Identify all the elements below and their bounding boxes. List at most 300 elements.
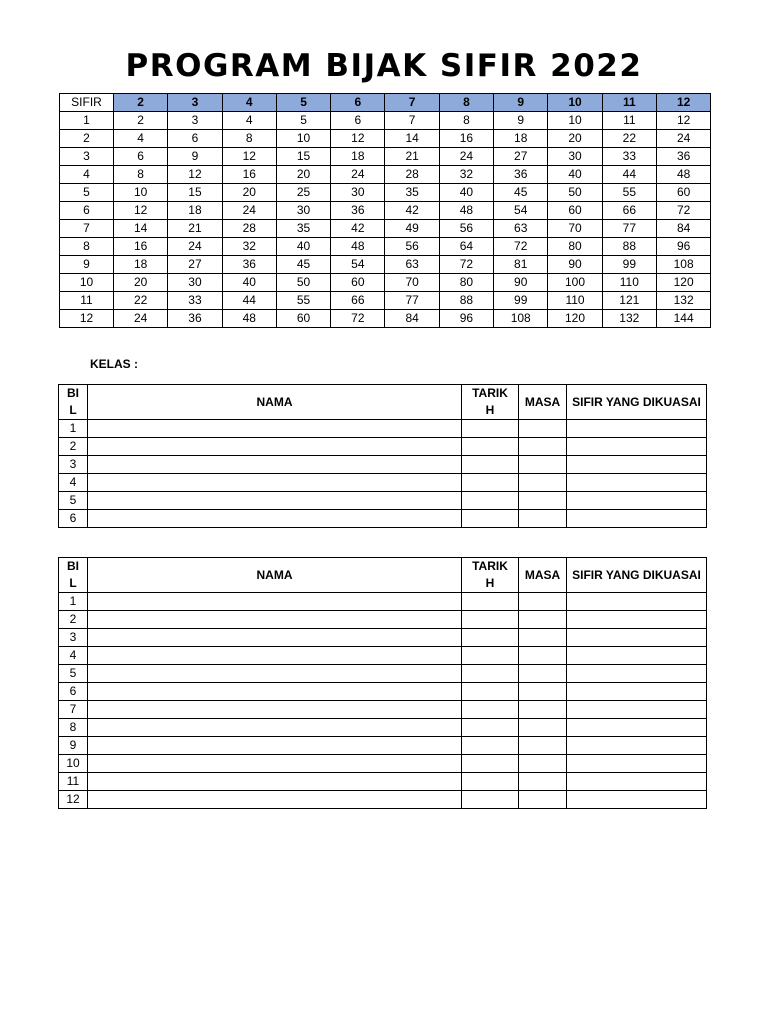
sifir-cell: 24: [331, 166, 385, 184]
sifir-cell: 35: [276, 220, 330, 238]
kelas-label: KELAS :: [90, 357, 138, 371]
masa-cell[interactable]: [519, 420, 567, 438]
multiplication-table: [59, 93, 711, 328]
sifir-cell: 24: [168, 238, 222, 256]
sifir-cell: 15: [276, 148, 330, 166]
sifir-row: [60, 310, 711, 328]
tarikh-cell[interactable]: [462, 719, 519, 737]
sifir-cell: 64: [439, 238, 493, 256]
masa-cell[interactable]: [519, 773, 567, 791]
sifir-cell: 21: [385, 148, 439, 166]
nama-cell[interactable]: [88, 420, 462, 438]
sifir-cell: 12: [114, 202, 168, 220]
nama-cell[interactable]: [88, 593, 462, 611]
register-row: [59, 791, 707, 809]
tarikh-cell[interactable]: [462, 629, 519, 647]
sifir-header-cell: 11: [602, 94, 656, 112]
register-header-row: [59, 558, 707, 593]
sifir-cell: 60: [276, 310, 330, 328]
sifir-cell: 4: [60, 166, 114, 184]
sifir-cell: 48: [439, 202, 493, 220]
sifir-dikuasai-cell[interactable]: [567, 665, 707, 683]
sifir-cell: 4: [222, 112, 276, 130]
sifir-cell: 45: [276, 256, 330, 274]
sifir-dikuasai-cell[interactable]: [567, 737, 707, 755]
bil-cell: 1: [59, 593, 88, 611]
sifir-cell: 96: [439, 310, 493, 328]
masa-cell[interactable]: [519, 629, 567, 647]
sifir-cell: 11: [60, 292, 114, 310]
sifir-dikuasai-cell[interactable]: [567, 611, 707, 629]
sifir-cell: 35: [385, 184, 439, 202]
bil-cell: 1: [59, 420, 88, 438]
sifir-cell: 18: [114, 256, 168, 274]
register-row: [59, 420, 707, 438]
sifir-cell: 27: [168, 256, 222, 274]
sifir-header-cell: 6: [331, 94, 385, 112]
sifir-cell: 18: [168, 202, 222, 220]
sifir-cell: 32: [222, 238, 276, 256]
sifir-cell: 33: [168, 292, 222, 310]
sifir-cell: 60: [331, 274, 385, 292]
sifir-cell: 24: [114, 310, 168, 328]
bil-cell: 4: [59, 647, 88, 665]
sifir-dikuasai-cell[interactable]: [567, 593, 707, 611]
sifir-cell: 100: [548, 274, 602, 292]
sifir-cell: 12: [222, 148, 276, 166]
sifir-cell: 72: [331, 310, 385, 328]
sifir-cell: 88: [602, 238, 656, 256]
register-row: [59, 719, 707, 737]
sifir-dikuasai-cell[interactable]: [567, 683, 707, 701]
tarikh-cell[interactable]: [462, 737, 519, 755]
nama-header: NAMA: [88, 558, 462, 593]
sifir-cell: 2: [60, 130, 114, 148]
sifir-cell: 12: [168, 166, 222, 184]
sifir-cell: 28: [222, 220, 276, 238]
sifir-header-cell: 3: [168, 94, 222, 112]
masa-cell[interactable]: [519, 492, 567, 510]
sifir-cell: 30: [168, 274, 222, 292]
sifir-corner-label: SIFIR: [60, 94, 114, 112]
sifir-cell: 36: [331, 202, 385, 220]
sifir-cell: 5: [276, 112, 330, 130]
register-table-2: [58, 557, 707, 809]
sifir-cell: 24: [439, 148, 493, 166]
masa-header: MASA: [519, 558, 567, 593]
bil-cell: 5: [59, 492, 88, 510]
sifir-cell: 22: [114, 292, 168, 310]
sifir-cell: 40: [439, 184, 493, 202]
sifir-header-cell: 4: [222, 94, 276, 112]
tarikh-cell[interactable]: [462, 456, 519, 474]
tarikh-cell[interactable]: [462, 611, 519, 629]
sifir-row: [60, 256, 711, 274]
sifir-cell: 42: [331, 220, 385, 238]
tarikh-cell[interactable]: [462, 492, 519, 510]
sifir-cell: 81: [494, 256, 548, 274]
sifir-cell: 12: [331, 130, 385, 148]
sifir-cell: 2: [114, 112, 168, 130]
nama-cell[interactable]: [88, 492, 462, 510]
sifir-cell: 48: [656, 166, 710, 184]
tarikh-cell[interactable]: [462, 683, 519, 701]
sifir-dikuasai-cell[interactable]: [567, 791, 707, 809]
sifir-dikuasai-cell[interactable]: [567, 701, 707, 719]
nama-cell[interactable]: [88, 510, 462, 528]
sifir-cell: 18: [494, 130, 548, 148]
sifir-cell: 54: [331, 256, 385, 274]
sifir-cell: 16: [222, 166, 276, 184]
sifir-cell: 15: [168, 184, 222, 202]
masa-cell[interactable]: [519, 701, 567, 719]
tarikh-cell[interactable]: [462, 438, 519, 456]
sifir-cell: 48: [222, 310, 276, 328]
bil-cell: 3: [59, 629, 88, 647]
tarikh-header-line1: TARIK: [472, 559, 508, 573]
sifir-dikuasai-header: SIFIR YANG DIKUASAI: [567, 385, 707, 420]
nama-cell[interactable]: [88, 701, 462, 719]
sifir-cell: 20: [548, 130, 602, 148]
nama-cell[interactable]: [88, 629, 462, 647]
sifir-header-cell: 10: [548, 94, 602, 112]
sifir-header-cell: 12: [656, 94, 710, 112]
sifir-cell: 70: [385, 274, 439, 292]
sifir-cell: 8: [60, 238, 114, 256]
sifir-cell: 84: [385, 310, 439, 328]
bil-cell: 9: [59, 737, 88, 755]
register-row: [59, 647, 707, 665]
register-row: [59, 438, 707, 456]
sifir-cell: 77: [602, 220, 656, 238]
nama-cell[interactable]: [88, 791, 462, 809]
bil-header-line2: L: [69, 403, 77, 417]
sifir-dikuasai-cell[interactable]: [567, 629, 707, 647]
sifir-cell: 132: [656, 292, 710, 310]
sifir-cell: 9: [494, 112, 548, 130]
register-table-1: [58, 384, 707, 528]
sifir-cell: 108: [494, 310, 548, 328]
sifir-cell: 56: [439, 220, 493, 238]
sifir-row: [60, 112, 711, 130]
sifir-header-cell: 7: [385, 94, 439, 112]
sifir-cell: 24: [222, 202, 276, 220]
sifir-cell: 10: [276, 130, 330, 148]
sifir-cell: 40: [548, 166, 602, 184]
sifir-cell: 99: [494, 292, 548, 310]
sifir-cell: 1: [60, 112, 114, 130]
sifir-cell: 36: [656, 148, 710, 166]
bil-cell: 12: [59, 791, 88, 809]
tarikh-cell[interactable]: [462, 647, 519, 665]
nama-cell[interactable]: [88, 611, 462, 629]
sifir-cell: 25: [276, 184, 330, 202]
nama-cell[interactable]: [88, 773, 462, 791]
sifir-cell: 99: [602, 256, 656, 274]
sifir-cell: 33: [602, 148, 656, 166]
bil-cell: 6: [59, 683, 88, 701]
sifir-dikuasai-header: SIFIR YANG DIKUASAI: [567, 558, 707, 593]
tarikh-cell[interactable]: [462, 593, 519, 611]
sifir-cell: 72: [494, 238, 548, 256]
nama-cell[interactable]: [88, 755, 462, 773]
masa-cell[interactable]: [519, 719, 567, 737]
sifir-row: [60, 130, 711, 148]
sifir-cell: 110: [602, 274, 656, 292]
sifir-cell: 16: [114, 238, 168, 256]
sifir-cell: 90: [494, 274, 548, 292]
sifir-cell: 28: [385, 166, 439, 184]
sifir-cell: 96: [656, 238, 710, 256]
bil-header-line1: BI: [67, 386, 79, 400]
sifir-cell: 10: [60, 274, 114, 292]
sifir-cell: 56: [385, 238, 439, 256]
sifir-cell: 3: [60, 148, 114, 166]
nama-cell[interactable]: [88, 474, 462, 492]
sifir-cell: 10: [114, 184, 168, 202]
register-row: [59, 629, 707, 647]
sifir-cell: 30: [548, 148, 602, 166]
bil-cell: 3: [59, 456, 88, 474]
tarikh-header-line2: H: [485, 576, 495, 590]
register-row: [59, 492, 707, 510]
sifir-row: [60, 220, 711, 238]
sifir-cell: 48: [331, 238, 385, 256]
sifir-row: [60, 166, 711, 184]
sifir-cell: 55: [602, 184, 656, 202]
masa-cell[interactable]: [519, 510, 567, 528]
tarikh-header-line2: H: [485, 403, 495, 417]
sifir-cell: 12: [60, 310, 114, 328]
masa-cell[interactable]: [519, 474, 567, 492]
sifir-dikuasai-cell[interactable]: [567, 719, 707, 737]
sifir-cell: 8: [439, 112, 493, 130]
bil-cell: 6: [59, 510, 88, 528]
nama-header: NAMA: [88, 385, 462, 420]
masa-cell[interactable]: [519, 438, 567, 456]
sifir-cell: 7: [385, 112, 439, 130]
sifir-cell: 24: [656, 130, 710, 148]
sifir-cell: 72: [439, 256, 493, 274]
sifir-row: [60, 184, 711, 202]
nama-cell[interactable]: [88, 683, 462, 701]
masa-cell[interactable]: [519, 647, 567, 665]
register-row: [59, 773, 707, 791]
sifir-cell: 8: [114, 166, 168, 184]
tarikh-cell[interactable]: [462, 773, 519, 791]
sifir-cell: 50: [276, 274, 330, 292]
sifir-cell: 12: [656, 112, 710, 130]
tarikh-cell[interactable]: [462, 791, 519, 809]
sifir-cell: 20: [276, 166, 330, 184]
masa-cell[interactable]: [519, 755, 567, 773]
sifir-cell: 40: [276, 238, 330, 256]
register-row: [59, 701, 707, 719]
sifir-cell: 21: [168, 220, 222, 238]
sifir-cell: 30: [331, 184, 385, 202]
sifir-dikuasai-cell[interactable]: [567, 438, 707, 456]
sifir-cell: 63: [494, 220, 548, 238]
sifir-cell: 121: [602, 292, 656, 310]
register-header-row: [59, 385, 707, 420]
sifir-header-row: [60, 94, 711, 112]
sifir-cell: 80: [548, 238, 602, 256]
sifir-dikuasai-cell[interactable]: [567, 420, 707, 438]
sifir-cell: 18: [331, 148, 385, 166]
bil-cell: 10: [59, 755, 88, 773]
sifir-dikuasai-cell[interactable]: [567, 474, 707, 492]
sifir-cell: 66: [602, 202, 656, 220]
sifir-cell: 80: [439, 274, 493, 292]
register-row: [59, 665, 707, 683]
sifir-header-cell: 8: [439, 94, 493, 112]
sifir-cell: 90: [548, 256, 602, 274]
nama-cell[interactable]: [88, 647, 462, 665]
sifir-cell: 7: [60, 220, 114, 238]
sifir-cell: 20: [222, 184, 276, 202]
register-row: [59, 474, 707, 492]
tarikh-cell[interactable]: [462, 510, 519, 528]
sifir-dikuasai-cell[interactable]: [567, 773, 707, 791]
sifir-dikuasai-cell[interactable]: [567, 647, 707, 665]
sifir-cell: 44: [222, 292, 276, 310]
sifir-dikuasai-cell[interactable]: [567, 492, 707, 510]
tarikh-cell[interactable]: [462, 420, 519, 438]
sifir-cell: 45: [494, 184, 548, 202]
bil-cell: 8: [59, 719, 88, 737]
tarikh-header: [462, 385, 519, 420]
sifir-cell: 22: [602, 130, 656, 148]
bil-cell: 11: [59, 773, 88, 791]
sifir-cell: 60: [548, 202, 602, 220]
sifir-cell: 63: [385, 256, 439, 274]
sifir-cell: 66: [331, 292, 385, 310]
bil-header-line1: BI: [67, 559, 79, 573]
sifir-row: [60, 202, 711, 220]
bil-cell: 4: [59, 474, 88, 492]
sifir-cell: 54: [494, 202, 548, 220]
sifir-header-cell: 5: [276, 94, 330, 112]
sifir-cell: 4: [114, 130, 168, 148]
register-row: [59, 683, 707, 701]
sifir-row: [60, 274, 711, 292]
tarikh-cell[interactable]: [462, 701, 519, 719]
sifir-cell: 110: [548, 292, 602, 310]
sifir-cell: 42: [385, 202, 439, 220]
nama-cell[interactable]: [88, 438, 462, 456]
nama-cell[interactable]: [88, 719, 462, 737]
sifir-cell: 36: [494, 166, 548, 184]
masa-cell[interactable]: [519, 665, 567, 683]
masa-cell[interactable]: [519, 737, 567, 755]
sifir-dikuasai-cell[interactable]: [567, 510, 707, 528]
sifir-dikuasai-cell[interactable]: [567, 456, 707, 474]
sifir-row: [60, 148, 711, 166]
register-row: [59, 456, 707, 474]
tarikh-cell[interactable]: [462, 665, 519, 683]
sifir-cell: 55: [276, 292, 330, 310]
sifir-row: [60, 238, 711, 256]
sifir-cell: 6: [331, 112, 385, 130]
nama-cell[interactable]: [88, 737, 462, 755]
sifir-cell: 16: [439, 130, 493, 148]
register-row: [59, 737, 707, 755]
sifir-cell: 36: [222, 256, 276, 274]
masa-cell[interactable]: [519, 593, 567, 611]
sifir-cell: 14: [114, 220, 168, 238]
register-row: [59, 593, 707, 611]
bil-cell: 2: [59, 611, 88, 629]
sifir-cell: 6: [168, 130, 222, 148]
sifir-cell: 77: [385, 292, 439, 310]
bil-cell: 2: [59, 438, 88, 456]
bil-header: [59, 385, 88, 420]
sifir-cell: 49: [385, 220, 439, 238]
bil-header: [59, 558, 88, 593]
sifir-cell: 9: [60, 256, 114, 274]
sifir-cell: 40: [222, 274, 276, 292]
masa-cell[interactable]: [519, 456, 567, 474]
sifir-cell: 3: [168, 112, 222, 130]
sifir-cell: 5: [60, 184, 114, 202]
tarikh-header: [462, 558, 519, 593]
masa-cell[interactable]: [519, 791, 567, 809]
sifir-cell: 120: [548, 310, 602, 328]
nama-cell[interactable]: [88, 456, 462, 474]
sifir-cell: 36: [168, 310, 222, 328]
bil-cell: 7: [59, 701, 88, 719]
masa-header: MASA: [519, 385, 567, 420]
masa-cell[interactable]: [519, 683, 567, 701]
sifir-cell: 11: [602, 112, 656, 130]
sifir-cell: 44: [602, 166, 656, 184]
sifir-cell: 8: [222, 130, 276, 148]
tarikh-header-line1: TARIK: [472, 386, 508, 400]
sifir-cell: 10: [548, 112, 602, 130]
sifir-cell: 27: [494, 148, 548, 166]
register-row: [59, 510, 707, 528]
tarikh-cell[interactable]: [462, 755, 519, 773]
sifir-cell: 84: [656, 220, 710, 238]
sifir-cell: 6: [114, 148, 168, 166]
nama-cell[interactable]: [88, 665, 462, 683]
sifir-header-cell: 9: [494, 94, 548, 112]
masa-cell[interactable]: [519, 611, 567, 629]
sifir-cell: 120: [656, 274, 710, 292]
sifir-row: [60, 292, 711, 310]
sifir-cell: 88: [439, 292, 493, 310]
sifir-cell: 60: [656, 184, 710, 202]
sifir-dikuasai-cell[interactable]: [567, 755, 707, 773]
sifir-cell: 14: [385, 130, 439, 148]
tarikh-cell[interactable]: [462, 474, 519, 492]
sifir-cell: 70: [548, 220, 602, 238]
register-row: [59, 611, 707, 629]
sifir-cell: 50: [548, 184, 602, 202]
sifir-cell: 32: [439, 166, 493, 184]
bil-cell: 5: [59, 665, 88, 683]
bil-header-line2: L: [69, 576, 77, 590]
sifir-cell: 108: [656, 256, 710, 274]
sifir-cell: 144: [656, 310, 710, 328]
sifir-cell: 132: [602, 310, 656, 328]
sifir-cell: 72: [656, 202, 710, 220]
sifir-cell: 20: [114, 274, 168, 292]
register-row: [59, 755, 707, 773]
sifir-cell: 9: [168, 148, 222, 166]
sifir-cell: 6: [60, 202, 114, 220]
sifir-cell: 30: [276, 202, 330, 220]
